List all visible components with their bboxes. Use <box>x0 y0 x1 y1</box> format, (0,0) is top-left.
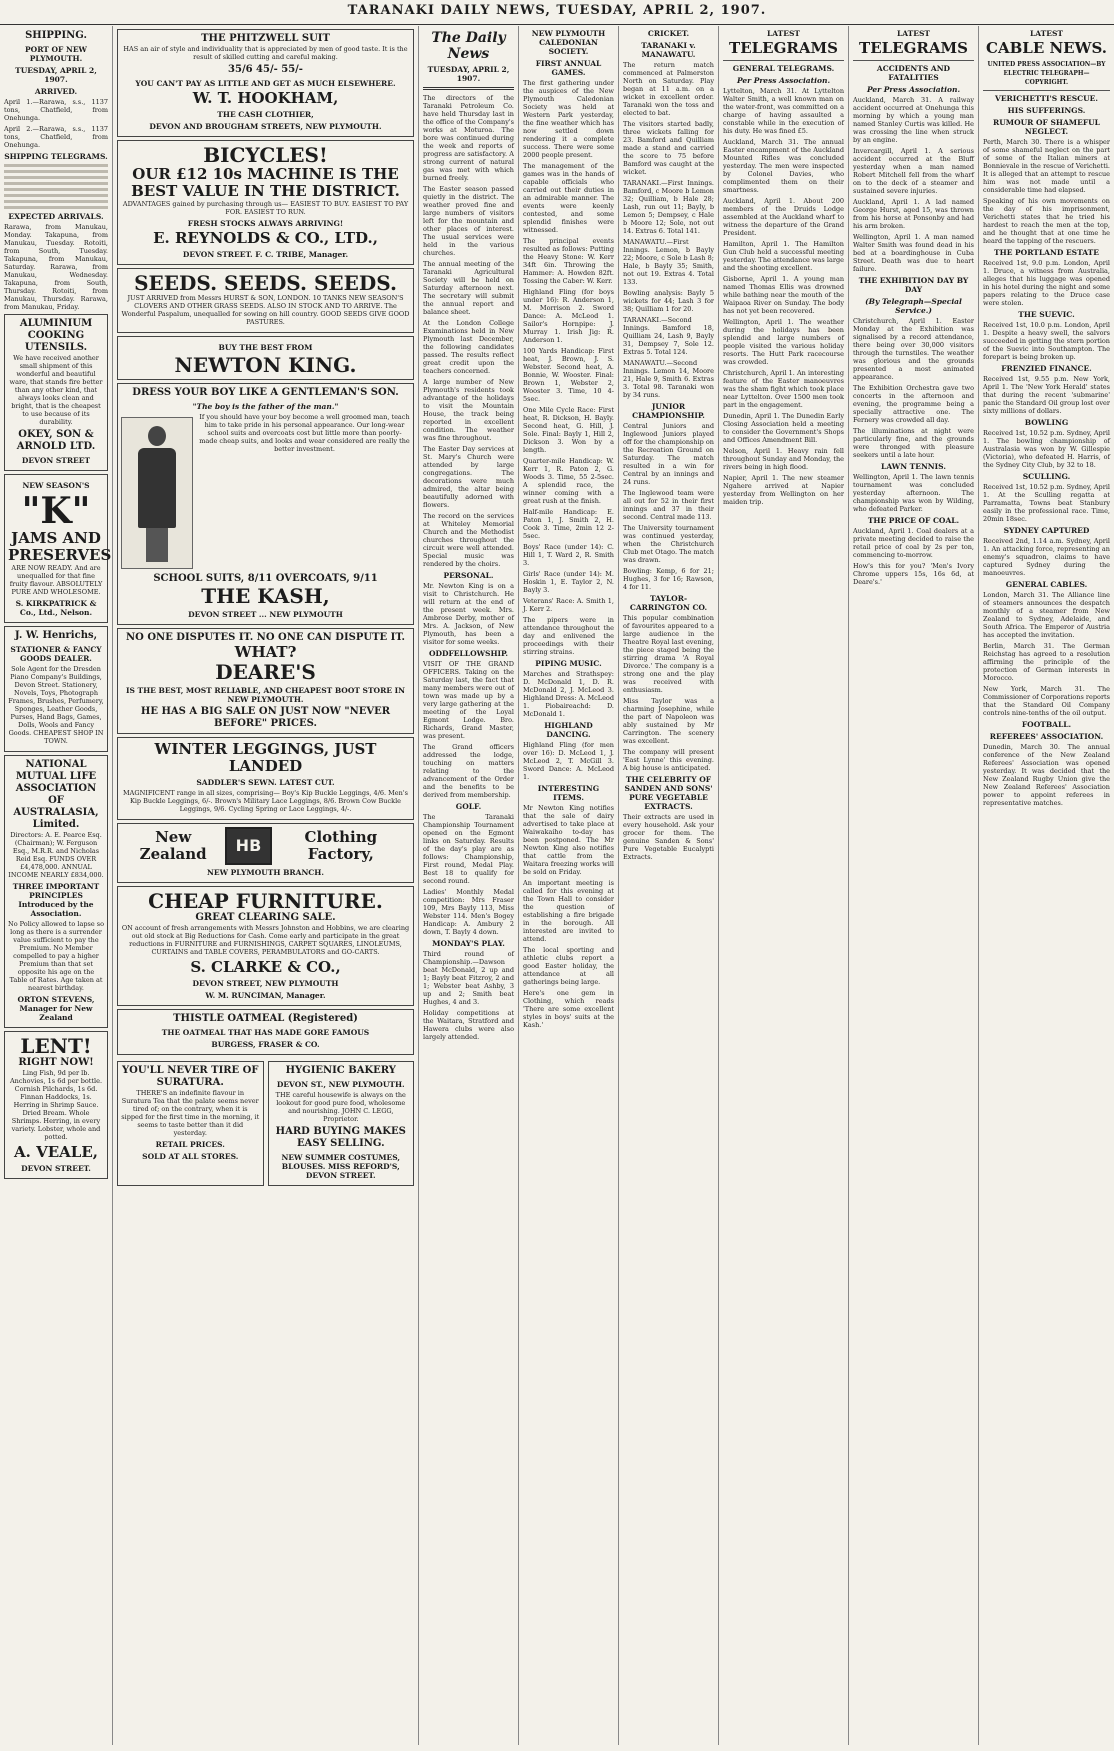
article-paragraph: This popular combination of favourites appeared to a large audience in the Theatre Royal last evening, the piece staged being the stirring drama 'A Royal Divorce.' The company is a strong one and the play was received with enthusiasm. <box>623 614 714 694</box>
clothing-factory-label: Clothing Factory, <box>304 828 378 863</box>
henrichs-sub: STATIONER & FANCY GOODS DEALER. <box>10 645 102 663</box>
junior-heading: JUNIOR CHAMPIONSHIP. <box>632 402 705 420</box>
referees-heading: REFEREES' ASSOCIATION. <box>989 732 1104 741</box>
kash-quote: "The boy is the father of the man." <box>192 402 339 411</box>
telegram-item: Napier, April 1. The new steamer Ngahere arrived at Napier yesterday from Wellington on her maiden trip. <box>723 474 844 506</box>
personal-heading: PERSONAL. <box>443 571 494 580</box>
cable-item: Received 2nd, 1.14 a.m. Sydney, April 1. An attacking force, representing an enemy's squadron, claims to have captured Sydney during the manoeuvres. <box>983 537 1110 577</box>
kash-text: If you should have your boy become a well groomed man, teach him to take pride in his personal appearance. Our long-wear school suits and overcoats cost but little more than poorly-made cheap suits, and looks and wear considered are really the better investment. <box>199 413 410 453</box>
bicycles-advantages: ADVANTAGES gained by purchasing through us— EASIEST TO BUY. EASIEST TO PAY FOR. EASIEST TO RUN. <box>122 200 409 216</box>
arrival-item: April 1.—Rarawa, s.s., 1137 tons, Chatfield, from Onehunga. <box>4 98 108 122</box>
article-paragraph: Boys' Race (under 14): C. Hill 1, T. Ward 2, R. Smith 3. <box>523 543 614 567</box>
clarke-name: S. CLARKE & CO., <box>190 958 341 976</box>
cable-item: Received 1st, 10.52 p.m. Sydney, April 1. The bowling championship of Australasia was won by W. Gillespie (Victoria), who defeated H. Harris, of the Sydney City Club, by 32 to 18. <box>983 429 1110 469</box>
principles-text: No Policy allowed to lapse so long as there is a surrender value sufficient to pay the Premium. No Member compelled to pay a higher Premium than that set opposite his age on the Table of Rates. Age taken at nearest birthday. <box>8 920 105 992</box>
k-logo: "K" <box>21 490 91 532</box>
veale-ad <box>4 1031 108 1179</box>
rumour-heading: RUMOUR OF SHAMEFUL NEGLECT. <box>993 118 1100 136</box>
phitzwell-ad <box>117 29 414 137</box>
article-paragraph: The pipers were in attendance throughout the day and enlivened the proceedings with their stirring strains. <box>523 616 614 656</box>
article-paragraph: Bowling analysis: Bayly 5 wickets for 44; Lash 3 for 38; Quilliam 1 for 20. <box>623 289 714 313</box>
cable-item: Speaking of his own movements on the day of his imprisonment, Verichetti states that he tried his hardest to reach the men at the top, and he thought that at one time he heard the tapping of the rescuers. <box>983 197 1110 245</box>
nz-label: New Zealand <box>139 828 207 863</box>
suratura-title: YOU'LL NEVER TIRE OF SURATURA. <box>122 1065 259 1088</box>
article-paragraph: Central Juniors and Inglewood Juniors played off for the championship on the Recreation Ground on Saturday. The match resulted in a win for Central by an innings and 24 runs. <box>623 422 714 486</box>
suratura-text: THERE'S an indefinite flavour in Suratura Tea that the palate seems never tired of; on the contrary, when it is sipped for the first time in the morning, it seems to taste better than it did yesterday. <box>121 1089 260 1137</box>
deares-what: WHAT? <box>234 643 297 661</box>
golf-heading: GOLF. <box>455 802 482 811</box>
article-paragraph: Half-mile Handicap: E. Paton 1, J. Smith 2, H. Cook 3. Time, 2min 12 2-5sec. <box>523 508 614 540</box>
article-paragraph: MANAWATU.—First Innings. Lemon, b Bayly 22; Moore, c Sole b Lash 8; Hale, b Bayly 35; Smith, not out 19. Extras 4. Total 133. <box>623 238 714 286</box>
suratura-retail: RETAIL PRICES. <box>155 1140 225 1149</box>
portland-heading: THE PORTLAND ESTATE <box>994 248 1099 257</box>
telegram-item: How's this for you? 'Men's Ivory Chrome uppers 15s, 16s 6d, at Deare's.' <box>853 562 974 586</box>
runciman-name: W. M. RUNCIMAN, Manager. <box>205 991 326 1000</box>
press-assoc: Per Press Association. <box>866 85 961 94</box>
bowling-heading: BOWLING <box>1024 418 1069 427</box>
aluminium-text: We have received another small shipment of this wonderful and beautiful ware, that stands fire better than any other kind, that always looks clean and bright, that is the cheapest to use because of its durability. <box>9 354 103 426</box>
expected-heading: EXPECTED ARRIVALS. <box>8 212 104 221</box>
telegram-item: The illuminations at night were particularly fine, and the grounds were thronged with pleasure seekers until a late hour. <box>853 427 974 459</box>
arrived-heading: ARRIVED. <box>34 87 78 96</box>
telegram-item: Auckland, April 1. Coal dealers at a private meeting decided to raise the retail price of coal by 2s per ton, commencing to-morrow. <box>853 527 974 559</box>
principles-title: THREE IMPORTANT PRINCIPLES Introduced by the Association. <box>12 882 100 918</box>
nz-clothing-ad <box>117 823 414 883</box>
cable-item: Berlin, March 31. The German Reichstag has agreed to a resolution affirming the principle of the protection of German interests in Morocco. <box>983 642 1110 682</box>
bakery-ad <box>268 1061 415 1186</box>
kirkpatrick-name: S. KIRKPATRICK & Co., Ltd., Nelson. <box>15 599 97 617</box>
cable-news-title: CABLE NEWS. <box>986 39 1107 57</box>
shipping-date: TUESDAY, APRIL 2, 1907. <box>15 66 97 84</box>
column-telegrams <box>719 26 849 1745</box>
lawn-tennis-heading: LAWN TENNIS. <box>881 462 946 471</box>
dancing-heading: HIGHLAND DANCING. <box>544 721 593 739</box>
article-paragraph: The local sporting and athletic clubs report a good Easter holiday, the attendance at all gatherings being large. <box>523 946 614 986</box>
exhibition-heading: THE EXHIBITION DAY BY DAY <box>858 276 969 294</box>
telegram-item: Auckland, March 31. A railway accident occurred at Onehunga this morning by which a young man named Stanley Curtis was killed. He was crossing the line when struck by an engine. <box>853 96 974 144</box>
furniture-ad <box>117 886 414 1006</box>
bicycles-fresh: FRESH STOCKS ALWAYS ARRIVING! <box>187 219 344 228</box>
cable-item: Received 1st, 10.0 p.m. London, April 1. Despite a heavy swell, the salvors succeeded in getting the stern portion of the Suevic into Southampton. The forepart is being broken up. <box>983 321 1110 361</box>
lent-subtitle: RIGHT NOW! <box>18 1057 94 1068</box>
seeds-title: SEEDS. SEEDS. SEEDS. <box>134 271 397 295</box>
editorial-paragraph: Holiday competitions at the Waitara, Stratford and Hawera clubs were also largely attended. <box>423 1009 514 1041</box>
kash-prices: SCHOOL SUITS, 8/11 OVERCOATS, 9/11 <box>153 573 378 584</box>
hookham-title: THE CASH CLOTHIER, <box>217 110 314 119</box>
suevic-heading: THE SUEVIC. <box>1018 310 1075 319</box>
mutual-text: Directors: A. E. Pearce Esq. (Chairman); W. Ferguson Esq., M.R.R. and Nicholas Reid Esq. FUNDS OVER £4,478,000. ANNUAL INCOME NEARLY £834,000. <box>8 831 104 879</box>
k-text: ARE NOW READY. And are unequalled for that fine fruity flavour. ABSOLUTELY PURE AND WHOLESOME. <box>9 564 103 596</box>
editorial-paragraph: VISIT OF THE GRAND OFFICERS. Taking on the Saturday last, the fact that many members were out of town was made up by a very large gathering at the meeting of the Loyal Egmont Lodge. Bro. Richards, Grand Master, was present. <box>423 660 514 740</box>
telegrams-title: TELEGRAMS <box>859 39 968 57</box>
bakery-title: HYGIENIC BAKERY <box>285 1065 396 1076</box>
burgess-name: BURGESS, FRASER & CO. <box>211 1040 320 1049</box>
press-assoc: Per Press Association. <box>736 76 831 85</box>
furniture-sub: GREAT CLEARING SALE. <box>195 912 336 923</box>
mutual-title: NATIONAL MUTUAL LIFE ASSOCIATION OF AUSTRALASIA, Limited. <box>13 759 99 830</box>
article-paragraph: The University tournament was continued yesterday, when the Christchurch Club met Otago. The match was drawn. <box>623 524 714 564</box>
boy-in-suit-illustration <box>121 417 193 569</box>
newton-king-name: NEWTON KING. <box>174 353 357 377</box>
cable-item: London, March 31. The Alliance line of steamers announces the despatch monthly of a steamer from New Zealand to Sydney, Adelaide, and South Africa. The Emperor of Austria has accepted the invitation. <box>983 591 1110 639</box>
telegram-item: Wellington, April 1. The weather during the holidays has been splendid and large numbers of people visited the various holiday resorts. The Hutt Park racecourse was crowded. <box>723 318 844 366</box>
caledonian-sub: FIRST ANNUAL GAMES. <box>535 59 602 77</box>
article-paragraph: MANAWATU.—Second Innings. Lemon 14, Moore 21, Hale 9, Smith 6. Extras 3. Total 98. Taranaki won by 34 runs. <box>623 359 714 399</box>
hard-buying: HARD BUYING MAKES EASY SELLING. <box>275 1126 406 1149</box>
telegram-item: Auckland, April 1. About 200 members of the Druids Lodge assembled at the Auckland wharf to witness the departure of the Grand President. <box>723 197 844 237</box>
article-paragraph: Bowling: Kemp, 6 for 21; Hughes, 3 for 16; Rawson, 4 for 11. <box>623 567 714 591</box>
oddfellows-heading: ODDFELLOWSHIP. <box>428 649 509 658</box>
shipping-heading: SHIPPING. <box>25 30 87 41</box>
cable-item: Received 1st, 10.52 p.m. Sydney, April 1. At the Sculling regatta at Parramatta, Towns beat Stanbury easily in the professional race. Time, 20min 18sec. <box>983 483 1110 523</box>
telegram-item: Auckland, April 1. A lad named George Hurst, aged 15, was thrown from his horse at Ponsonby and had his arm broken. <box>853 198 974 230</box>
article-paragraph: The management of the games was in the hands of capable officials who carried out their duties in an admirable manner. The events were keenly contested, and some splendid finishes were witnessed. <box>523 162 614 234</box>
editorial-paragraph: The directors of the Taranaki Petroleum Co. have held Thursday last in the office of the Company's works at Moturoa. The bore was continued during the week and reports of progress are satisfactory. A strong current of natural gas was met with which burned freely. <box>423 94 514 182</box>
suratura-sold: SOLD AT ALL STORES. <box>142 1152 239 1161</box>
leggings-sub: SADDLER'S SEWN. LATEST CUT. <box>196 778 335 787</box>
article-paragraph: Here's one gem in Clothing, which reads 'There are some excellent styles in boys' suits at the Kash.' <box>523 989 614 1029</box>
coal-heading: THE PRICE OF COAL. <box>867 516 960 525</box>
bakery-text: THE careful housewife is always on the lookout for good pure food, wholesome and nourishing. JOHN C. LEGG, Proprietor. <box>275 1091 406 1123</box>
telegram-item: Auckland, March 31. The annual Easter encampment of the Auckland Mounted Rifles was concluded yesterday. The men were inspected by Colonel Davies, who complimented them on their smartness. <box>723 138 844 194</box>
lent-title: LENT! <box>20 1034 92 1058</box>
furniture-title: CHEAP FURNITURE. <box>148 889 383 913</box>
seeds-ad <box>117 268 414 333</box>
column-advertisements <box>113 26 419 1745</box>
exhibition-service: (By Telegraph—Special Service.) <box>865 297 962 315</box>
article-paragraph: TARANAKI.—Second Innings. Bamford 18, Quilliam 24, Lash 9, Bayly 31, Dempsey 7, Sole 12. Extras 5. Total 124. <box>623 316 714 356</box>
article-paragraph: 100 Yards Handicap: First heat, J. Brown, J. S. Webster. Second heat, A. Bonnie, W. Wooster. Final: Brown 1, Webster 2, Wooster 3. Time, 10 4-5sec. <box>523 347 614 403</box>
k-season: NEW SEASON'S <box>22 481 90 490</box>
furniture-text: ON account of fresh arrangements with Messrs Johnston and Hobbins, we are clearing out old stock at Big Reductions for Cash. Come early and participate in the great reductions in FURNITURE and FURNISHINGS, CARPET SQUARES, LINOLEUMS, CURTAINS and TABLE COVERS, PERAMBULATORS and GO-CARTS. <box>121 924 410 956</box>
telegram-item: Nelson, April 1. Heavy rain fell throughout Sunday and Monday, the rivers being in high flood. <box>723 447 844 471</box>
telegram-item: Gisborne, April 1. A young man named Thomas Ellis was drowned while bathing near the mouth of the Waipaoa River on Sunday. The body has not yet been recovered. <box>723 275 844 315</box>
telegram-item: Dunedin, April 1. The Dunedin Early Closing Association held a meeting to consider the Government's Shops and Offices Amendment Bill. <box>723 412 844 444</box>
editorial-paragraph: A large number of New Plymouth's residents took advantage of the holidays to visit the Mountain House, the track being reported in excellent condition. The weather was fine throughout. <box>423 378 514 442</box>
article-paragraph: One Mile Cycle Race: First heat, R. Dickson, H. Bayly. Second heat, G. Hill, J. Sole. Final: Bayly 1, Hill 2, Dickson 3. Won by a length. <box>523 406 614 454</box>
sanden-heading: THE CELEBRITY OF SANDEN AND SONS' PURE VEGETABLE EXTRACTS. <box>624 775 713 811</box>
aluminium-ad <box>4 314 108 471</box>
general-cables-heading: GENERAL CABLES. <box>1005 580 1088 589</box>
cricket-sub: TARANAKI v. MANAWATU. <box>641 41 696 59</box>
cable-item: Received 1st, 9.55 p.m. New York, April 1. The 'New York Herald' states that during the recent 'submarine' panic the Standard Oil group lost over sixty millions of dollars. <box>983 375 1110 415</box>
aluminium-title: ALUMINIUM COOKING UTENSILS. <box>19 318 93 353</box>
deares-sale: HE HAS A BIG SALE ON JUST NOW "NEVER BEFORE" PRICES. <box>140 706 391 729</box>
telegrams-title: TELEGRAMS <box>729 39 838 57</box>
telegram-item: Wellington, April 1. A man named Walter Smith was found dead in his bed at a boardinghouse in Cuba Street. Death was due to heart failure. <box>853 233 974 273</box>
sufferings-heading: HIS SUFFERINGS. <box>1007 106 1086 115</box>
article-paragraph: Quarter-mile Handicap: W. Kerr 1, R. Paton 2, G. Woods 3. Time, 55 2-5sec. A splendid race, the winner coming with a great rush at the finish. <box>523 457 614 505</box>
k-jams-ad <box>4 474 112 623</box>
article-paragraph: Girls' Race (under 14): M. Hoskin 1, E. Taylor 2, N. Bayly 3. <box>523 570 614 594</box>
article-paragraph: The principal events resulted as follows: Putting the Heavy Stone: W. Kerr 34ft 6in. Throwing the Hammer: A. Howden 82ft. Tossing the Caber: W. Kerr. <box>523 237 614 285</box>
okey-name: OKEY, SON & ARNOLD LTD. <box>16 429 96 452</box>
telegram-item: Hamilton, April 1. The Hamilton Gun Club held a successful meeting yesterday. The attendance was large and the shooting excellent. <box>723 240 844 272</box>
latest-label: LATEST <box>1030 29 1063 38</box>
nz-branch: NEW PLYMOUTH BRANCH. <box>207 868 324 877</box>
telegram-item: Lyttelton, March 31. At Lyttelton Walter Smith, a well known man on the water-front, was committed on a charge of having assaulted a constable while in the execution of his duty. He was fined £5. <box>723 87 844 135</box>
deares-ad <box>117 628 414 734</box>
port-heading: PORT OF NEW PLYMOUTH. <box>25 45 87 63</box>
telegram-item: Christchurch, April 1. An interesting feature of the Easter manoeuvres was the sham fight which took place near Lyttelton. Over 1500 men took part in the engagement. <box>723 369 844 409</box>
daily-news-masthead: The Daily News <box>431 30 506 62</box>
editorial-date: TUESDAY, APRIL 2, 1907. <box>427 65 510 83</box>
orton-name: ORTON STEVENS, Manager for New Zealand <box>17 995 95 1022</box>
thistle-title: THISTLE OATMEAL (Registered) <box>173 1013 358 1024</box>
sculling-heading: SCULLING. <box>1022 472 1071 481</box>
k-jams-title: JAMS AND PRESERVES <box>8 529 112 564</box>
okey-address: DEVON STREET <box>21 456 91 465</box>
article-paragraph: Miss Taylor was a charming Josephine, while the part of Napoleon was ably sustained by Mr Carrington. The scenery was excellent. <box>623 697 714 745</box>
cable-item: Dunedin, March 30. The annual conference of the New Zealand Referees' Association was opened yesterday. It was decided that the New Zealand Rugby Union give the New Zealand Referees' Association power to appoint referees in representative matches. <box>983 743 1110 807</box>
bakery-address: DEVON ST., NEW PLYMOUTH. <box>276 1080 405 1089</box>
frenzied-heading: FRENZIED FINANCE. <box>1001 364 1092 373</box>
column-editorial <box>419 26 519 1745</box>
article-paragraph: The visitors started badly, three wickets falling for 23. Bamford and Quilliam made a stand and carried the score to 75 before Bamford was caught at the wicket. <box>623 120 714 176</box>
mondays-play-heading: MONDAY'S PLAY. <box>432 939 505 948</box>
henrichs-name: J. W. Henrichs, <box>14 630 98 641</box>
phitzwell-prices: 35/6 45/- 55/- <box>228 64 303 75</box>
column-accidents <box>849 26 979 1745</box>
caledonian-heading: NEW PLYMOUTH CALEDONIAN SOCIETY. <box>531 29 606 56</box>
page-masthead: TARANAKI DAILY NEWS, TUESDAY, APRIL 2, 1907. <box>0 0 1114 25</box>
cable-item: Received 1st, 9.0 p.m. London, April 1. Druce, a witness from Australia, alleges that his luggage was opened in his hotel during the night and some papers relating to the Druce case were stolen. <box>983 259 1110 307</box>
column-shipping <box>0 26 113 1745</box>
column-cables <box>979 26 1114 1745</box>
editorial-paragraph: The annual meeting of the Taranaki Agricultural Society will be held on Saturday afternoon next. The secretary will submit the annual report and balance sheet. <box>423 260 514 316</box>
reynolds-address: DEVON STREET. F. C. TRIBE, Manager. <box>182 250 349 259</box>
column-cricket <box>619 26 719 1745</box>
phitzwell-text: HAS an air of style and individuality that is appreciated by men of good taste. It is the result of skilled cutting and careful making. <box>123 45 408 61</box>
article-paragraph: The company will present 'East Lynne' this evening. A big house is anticipated. <box>623 748 714 772</box>
phitzwell-title: THE PHITZWELL SUIT <box>201 33 330 44</box>
seeds-text: JUST ARRIVED from Messrs HURST & SON, LONDON. 10 TANKS NEW SEASON'S CLOVERS AND OTHER GRASS SEEDS. ALSO IN STOCK AND TO ARRIVE. The Wonderful Paspalum, unequalled for sowing on hill country. GOOD SEEDS GIVE GOOD PASTURES. <box>121 294 410 326</box>
buy-best: BUY THE BEST FROM <box>218 343 313 352</box>
article-paragraph: An important meeting is called for this evening at the Town Hall to consider the question of establishing a fire brigade in the borough. All interested are invited to attend. <box>523 879 614 943</box>
editorial-paragraph: At the London College Examinations held in New Plymouth last December, the following candidates passed. The results reflect great credit upon the teachers concerned. <box>423 319 514 375</box>
article-paragraph: Their extracts are used in every household. Ask your grocer for them. The genuine Sanden & Sons' Pure Vegetable Eucalypti Extracts. <box>623 813 714 861</box>
article-paragraph: Marches and Strathspey: D. McDonald 1, D. R. McDonald 2, J. McLeod 3. Highland Dress: A. McLeod 1. Piobaireachd: D. McDonald 1. <box>523 670 614 718</box>
leggings-title: WINTER LEGGINGS, JUST LANDED <box>154 740 377 775</box>
kash-name: THE KASH, <box>201 584 330 608</box>
deares-dispute: NO ONE DISPUTES IT. NO ONE CAN DISPUTE IT. <box>126 632 405 643</box>
suratura-ad <box>117 1061 264 1186</box>
cable-item: Perth, March 30. There is a whisper of some shameful neglect on the part of some of the Italian miners at Bonnievale in the rescue of Verichetti. It is alleged that an attempt to rescue him was not made until a considerable time had elapsed. <box>983 138 1110 194</box>
kash-ad <box>117 383 414 625</box>
editorial-paragraph: The Taranaki Championship Tournament opened on the Egmont links on Saturday. Results of the day's play are as follows: Championship, First round, Medal Play. Best 18 to qualify for second round. <box>423 813 514 885</box>
thistle-slogan: THE OATMEAL THAT HAS MADE GORE FAMOUS <box>161 1028 370 1037</box>
verichetti-heading: VERICHETTI'S RESCUE. <box>995 94 1098 103</box>
telegram-item: Invercargill, April 1. A serious accident occurred at the Bluff yesterday when a man named Robert Mitchell fell from the wharf on to the deck of a steamer and sustained severe injuries. <box>853 147 974 195</box>
editorial-paragraph: Mr. Newton King is on a visit to Christchurch. He will return at the end of the present week. Mrs. Ambrose Derby, mother of Mrs. A. Jackson, of New Plymouth, has been a visitor for some weeks. <box>423 582 514 646</box>
bicycles-machine: OUR £12 10s MACHINE IS THE BEST VALUE IN THE DISTRICT. <box>131 165 400 200</box>
henrichs-ad <box>4 626 108 752</box>
telegrams-heading: SHIPPING TELEGRAMS. <box>4 152 108 161</box>
hookham-address: DEVON AND BROUGHAM STREETS, NEW PLYMOUTH. <box>149 122 382 131</box>
article-paragraph: The Inglewood team were all out for 52 in their first innings and 37 in their second. Central made 113. <box>623 489 714 521</box>
article-paragraph: The first gathering under the auspices of the New Plymouth Caledonian Society was held at Western Park yesterday, the fine weather which has now settled down rendering it a complete success. There were some 2000 people present. <box>523 79 614 159</box>
telegram-item: The Exhibition Orchestra gave two concerts in the afternoon and evening, the programme being a specially attractive one. The Fernery was crowded all day. <box>853 384 974 424</box>
article-paragraph: The return match commenced at Palmerston North on Saturday. Play began at 11 a.m. on a wicket in excellent order. Taranaki won the toss and elected to bat. <box>623 61 714 117</box>
editorial-paragraph: The Easter season passed quietly in the district. The weather proved fine and large numbers of visitors left for the mountain and other places of interest. The usual services were held in the various churches. <box>423 185 514 257</box>
general-telegrams-heading: GENERAL TELEGRAMS. <box>732 64 835 73</box>
kash-address: DEVON STREET ... NEW PLYMOUTH <box>188 610 343 619</box>
piping-heading: PIPING MUSIC. <box>535 659 602 668</box>
deares-name: DEARE'S <box>215 660 316 684</box>
leggings-text: MAGNIFICENT range in all sizes, comprising— Boy's Kip Buckle Leggings, 4/6. Men's Kip Buckle Leggings, 6/-. Brown's Military Lace Leggings, 8/6. Brown Cow Buckle Leggings, 9/6. Cycling Spring or Lace Leggings, 4/-. <box>123 789 408 813</box>
clarke-address: DEVON STREET, NEW PLYMOUTH <box>192 979 339 988</box>
veale-address: DEVON STREET. <box>21 1164 91 1173</box>
costume-ad: NEW SUMMER COSTUMES, BLOUSES. MISS REFORD'S, DEVON STREET. <box>281 1153 401 1180</box>
nz-clothing-factory-logo: HB <box>225 827 271 865</box>
taylor-heading: TAYLOR-CARRINGTON CO. <box>629 594 708 612</box>
arrival-item: April 2.—Rarawa, s.s., 1137 tons, Chatfield, from Onehunga. <box>4 125 108 149</box>
bicycles-title: BICYCLES! <box>203 143 328 167</box>
article-paragraph: TARANAKI.—First Innings. Bamford, c Moore b Lemon 32; Quilliam, b Hale 28; Lash, run out 11; Bayly, b Lemon 5; Dempsey, c Hale b Moore 12; Sole, not out 14. Extras 6. Total 141. <box>623 179 714 235</box>
bicycles-ad <box>117 140 414 265</box>
editorial-paragraph: The Easter Day services at St. Mary's Church were attended by large congregations. The decorations were much admired, the altar being beautifully adorned with flowers. <box>423 445 514 509</box>
cricket-heading: CRICKET. <box>647 29 690 38</box>
deares-text: IS THE BEST, MOST RELIABLE, AND CHEAPEST BOOT STORE IN NEW PLYMOUTH. <box>125 686 406 704</box>
latest-label: LATEST <box>897 29 930 38</box>
veale-name: A. VEALE, <box>14 1143 98 1161</box>
newton-king-ad <box>117 336 414 380</box>
editorial-paragraph: Ladies' Monthly Medal competition: Mrs Fraser 109, Mrs Bayly 113, Miss Webster 114. Men's Bogey Handicap: A. Ambury 2 down, T. Bayly 4 down. <box>423 888 514 936</box>
lent-text: Ling Fish, 9d per lb. Anchovies, 1s 6d per bottle. Cornish Pilchards, 1s 6d. Finnan Haddocks, 1s. Herring in Shrimp Sauce. Dried Bream. Whole Shrimps. Herring, in every variety. Lobster, whole and potted. <box>9 1069 103 1141</box>
cable-sub: UNITED PRESS ASSOCIATION—BY ELECTRIC TELEGRAPH—COPYRIGHT. <box>987 61 1106 86</box>
article-paragraph: Highland Fling (for boys under 16): R. Anderson 1, M. Morrison 2. Sword Dance: A. McLeod 1. Sailor's Hornpipe: J. Murray 1. Irish Jig: R. Anderson 1. <box>523 288 614 344</box>
article-paragraph: Highland Fling (for men over 16): D. McLeod 1, J. McLeod 2, T. McGill 3. Sword Dance: A. McLeod 1. <box>523 741 614 781</box>
article-paragraph: Mr Newton King notifies that the sale of dairy advertised to take place at Waiwakaiho to-day has been postponed. The Mr Newton King also notifies that cattle from the Waitara freezing works will be sold on Friday. <box>523 804 614 876</box>
latest-label: LATEST <box>767 29 800 38</box>
telegram-item: Christchurch, April 1. Easter Monday at the Exhibition was signalised by a record attendance, there being over 30,000 visitors through the turnstiles. The weather was glorious and the grounds presented a most animated appearance. <box>853 317 974 381</box>
article-paragraph: Veterans' Race: A. Smith 1, J. Kerr 2. <box>523 597 614 613</box>
editorial-paragraph: The Grand officers addressed the lodge, touching on matters relating to the advancement of the Order and the benefits to be derived from membership. <box>423 743 514 799</box>
henrichs-text: Sole Agent for the Dresden Piano Company's Buildings, Devon Street. Stationery, Novels, Toys, Photograph Frames, Brushes, Perfumery, Sponges, Leather Goods, Purses, Hand Bags, Games, Dolls, Wools and Fancy Goods. CHEAPEST SHOP IN TOWN. <box>8 665 104 745</box>
hookham-name: W. T. HOOKHAM, <box>192 89 339 107</box>
column-caledonian <box>519 26 619 1745</box>
mutual-ad <box>4 755 108 1028</box>
interesting-heading: INTERESTING ITEMS. <box>537 784 600 802</box>
reynolds-name: E. REYNOLDS & CO., LTD., <box>153 229 378 247</box>
kash-headline: DRESS YOUR BOY LIKE A GENTLEMAN'S SON. <box>132 387 399 398</box>
phitzwell-slogan: YOU CAN'T PAY AS LITTLE AND GET AS MUCH ELSEWHERE. <box>135 79 396 88</box>
thistle-ad <box>117 1009 414 1055</box>
telegram-item: Wellington, April 1. The lawn tennis tournament was concluded yesterday afternoon. The championship was won by Wilding, who defeated Parker. <box>853 473 974 513</box>
expected-text: Rarawa, from Manukau, Monday. Takapuna, from Manukau, Tuesday. Rotoiti, from South, Tuesday. Takapuna, from Manukau, Saturday. Rarawa, from Manukau, Wednesday. Takapuna, from South, Thursday. Rotoiti, from Manukau, Thursday. Rarawa, from Manukau, Friday. <box>4 223 108 311</box>
editorial-paragraph: The record on the services at Whiteley Memorial Church and the Methodist churches throughout the circuit were well attended. Special music was rendered by the choirs. <box>423 512 514 568</box>
football-heading: FOOTBALL. <box>1021 720 1072 729</box>
sydney-heading: SYDNEY CAPTURED <box>1003 526 1090 535</box>
cable-item: New York, March 31. The Commissioner of Corporations reports that the Standard Oil Company controls nine-tenths of the oil output. <box>983 685 1110 717</box>
editorial-paragraph: Third round of Championship.—Dawson beat McDonald, 2 up and 1; Bayly beat Fitzroy, 2 and 1; Webster beat Ashby, 3 up and 2; Smith beat Hughes, 4 and 3. <box>423 950 514 1006</box>
accidents-heading: ACCIDENTS AND FATALITIES <box>876 64 951 82</box>
leggings-ad <box>117 737 414 820</box>
